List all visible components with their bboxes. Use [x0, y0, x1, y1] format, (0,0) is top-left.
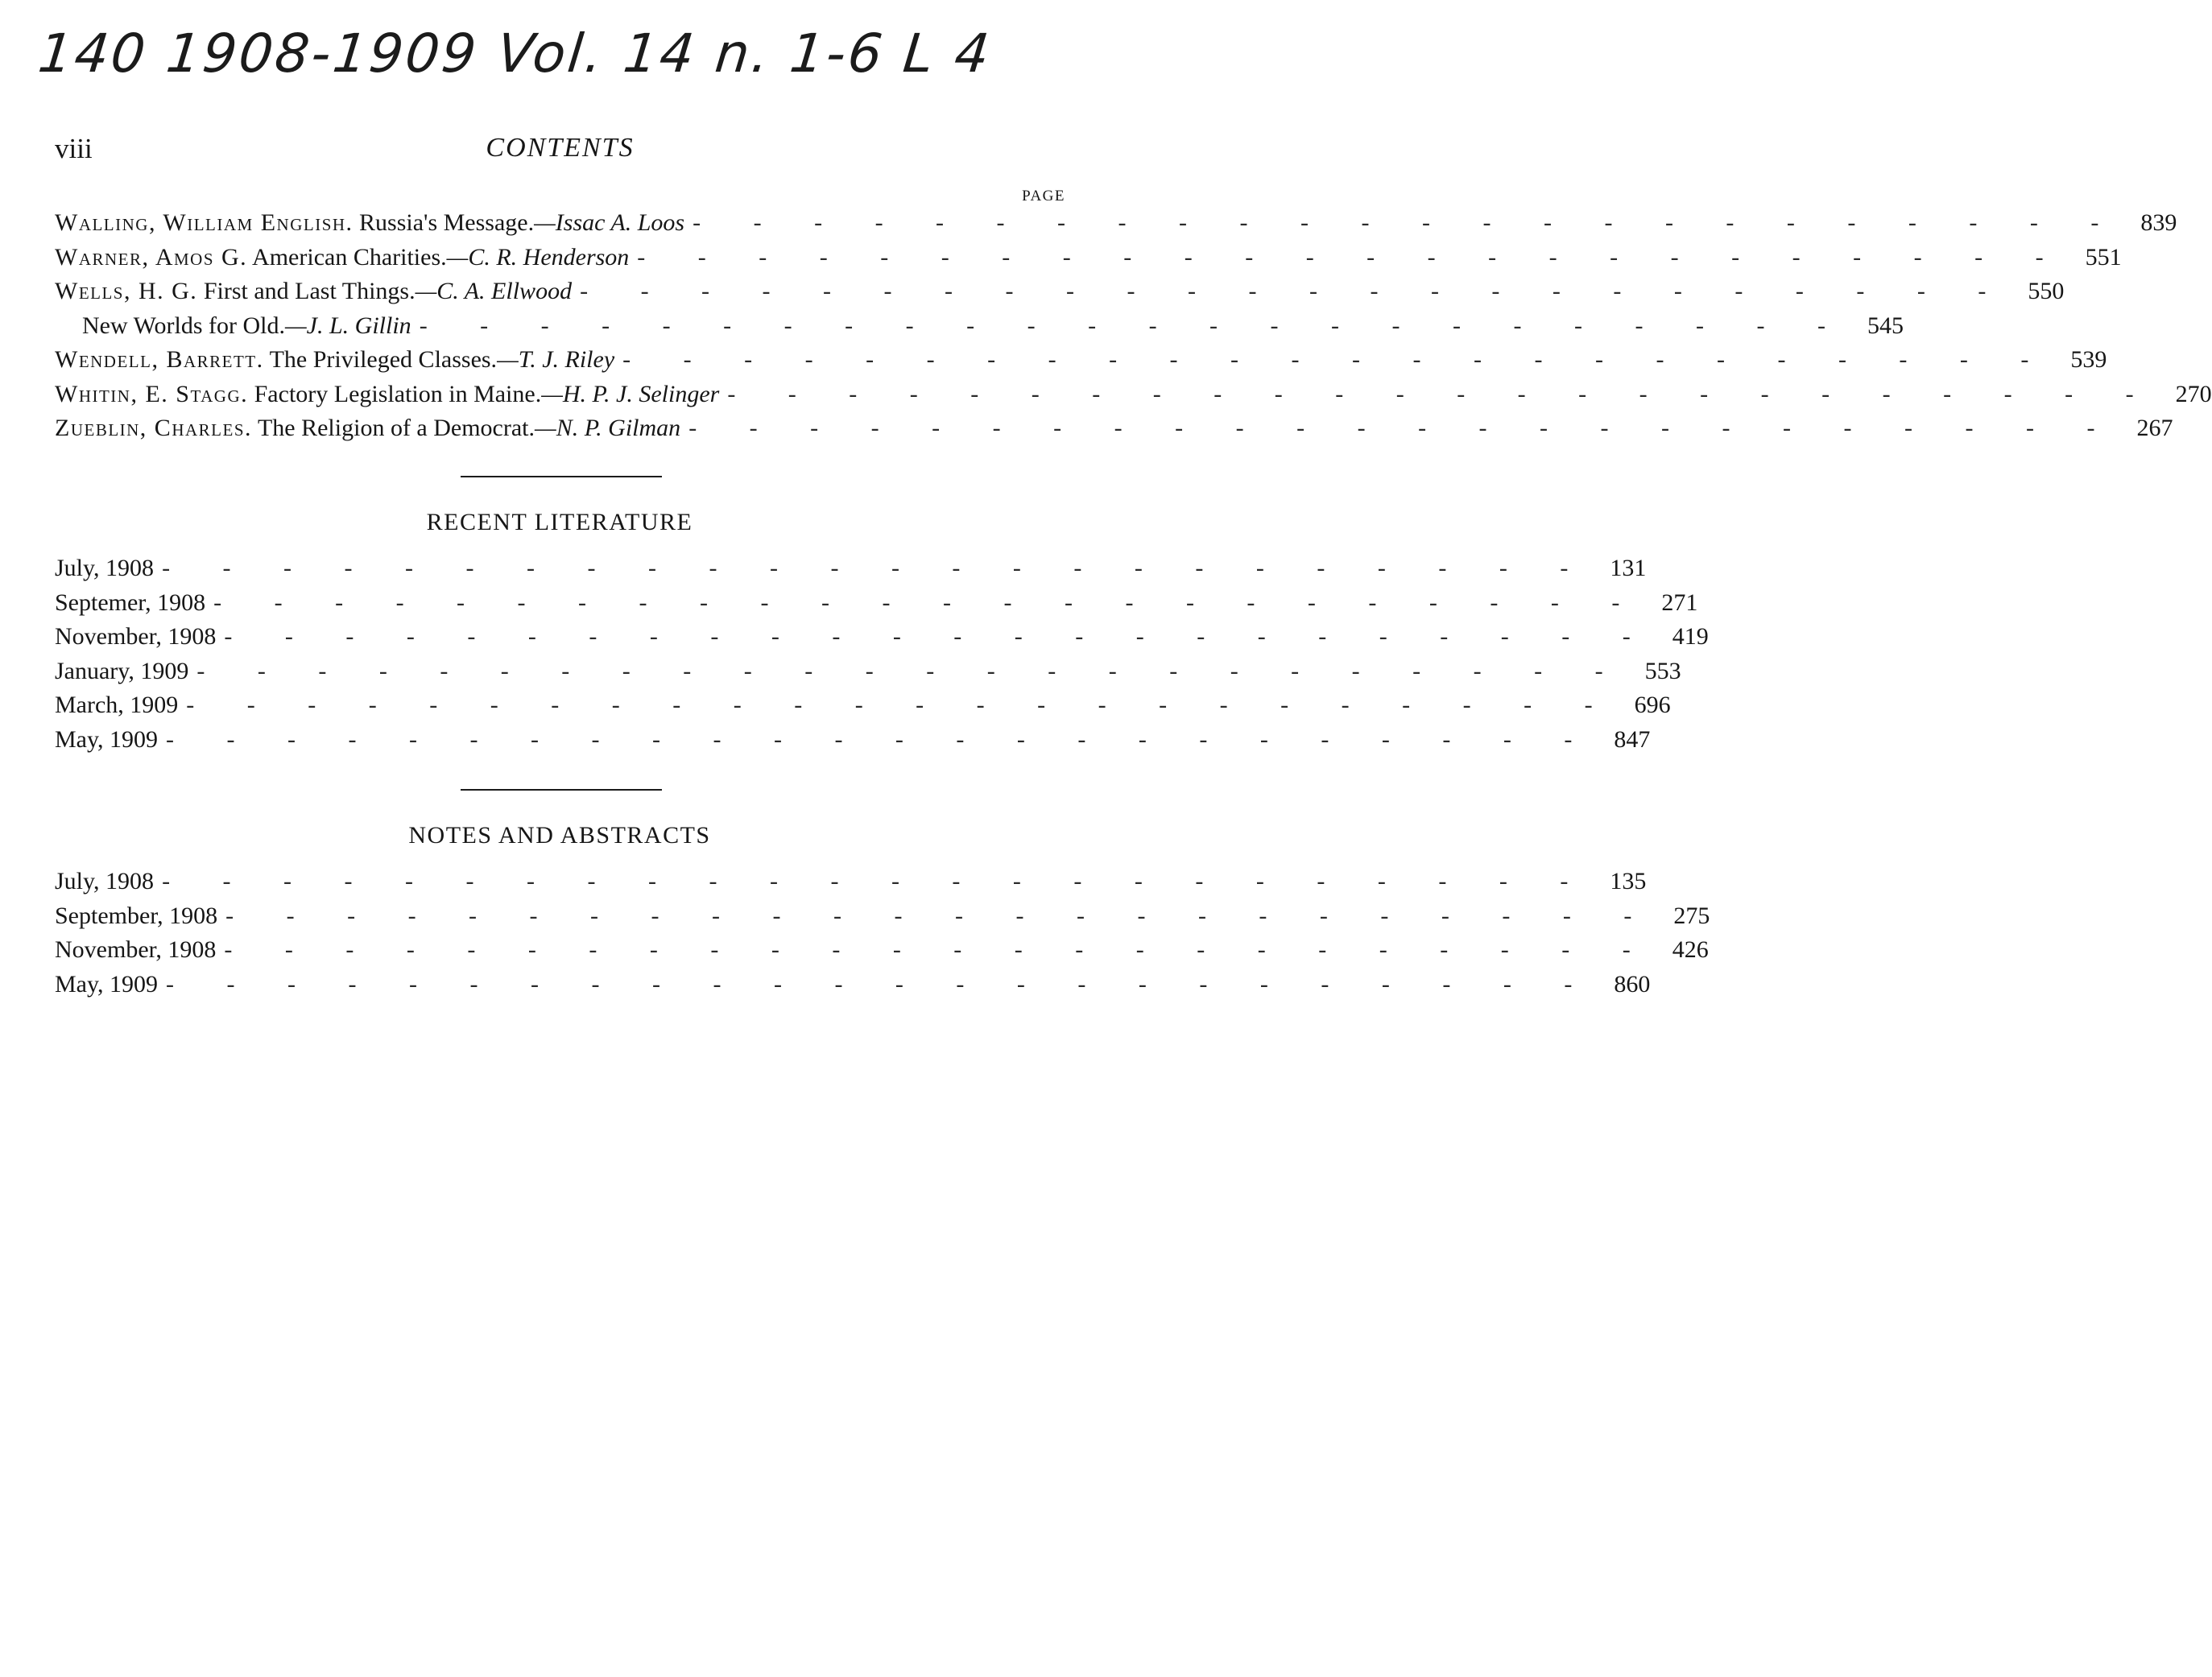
page-number: viii	[55, 133, 93, 164]
issue-row	[55, 723, 1651, 758]
dot-leader: - - - - - - - - - - - - - - - - - - - - - - - -	[637, 243, 2067, 271]
reviewer-name: —T. J. Riley	[497, 346, 615, 373]
dot-leader: - - - - - - - - - - - - - - - - - - - - - - - -	[622, 346, 2053, 373]
issue-date: May, 1909	[55, 970, 159, 998]
page-ref: 539	[2070, 346, 2107, 373]
dot-leader: - - - - - - - - - - - - - - - - - - - - - - - -	[688, 415, 2119, 441]
issue-date: November, 1908	[55, 623, 217, 650]
handwritten-catalog-note: 140 1908-1909 Vol. 14 n. 1-6 L 4	[35, 23, 994, 85]
issue-row	[55, 655, 1681, 689]
page-ref: 860	[1614, 970, 1651, 998]
author-name: Whitin, E. Stagg.	[55, 380, 249, 407]
dot-leader: - - - - - - - - - - - - - - - - - - - - - - - -	[162, 868, 1592, 894]
book-title: The Religion of a Democrat.	[257, 415, 535, 441]
contents-section	[55, 187, 2212, 446]
reviewer-name: —Issac A. Loos	[534, 209, 685, 236]
section-divider	[461, 476, 662, 477]
author-name: Warner, Amos G.	[55, 243, 248, 271]
dot-leader: - - - - - - - - - - - - - - - - - - - - - - - -	[213, 589, 1643, 616]
page-ref: 551	[2085, 243, 2122, 271]
reviewer-name: —N. P. Gilman	[535, 415, 681, 441]
contents-row	[55, 309, 1904, 344]
page-ref: 839	[2140, 209, 2177, 236]
page-title: CONTENTS	[486, 133, 635, 163]
page-ref: 135	[1610, 868, 1647, 894]
page-ref: 426	[1672, 936, 1709, 963]
reviewer-name: —C. A. Ellwood	[415, 278, 573, 304]
dot-leader: - - - - - - - - - - - - - - - - - - - - - - - -	[727, 380, 2157, 407]
page-ref: 553	[1644, 657, 1681, 684]
issue-date: July, 1908	[55, 868, 155, 894]
dot-leader: - - - - - - - - - - - - - - - - - - - - - - - -	[225, 902, 1656, 929]
page-ref: 271	[1661, 589, 1698, 616]
dot-leader: - - - - - - - - - - - - - - - - - - - - - - - -	[693, 209, 2123, 236]
author-name: Wendell, Barrett.	[55, 346, 264, 373]
dot-leader: - - - - - - - - - - - - - - - - - - - - - - - -	[166, 970, 1596, 998]
book-title: New Worlds for Old.	[82, 312, 285, 339]
issue-row	[55, 688, 1671, 723]
issue-date: January, 1909	[55, 657, 189, 684]
author-name: Zueblin, Charles.	[55, 415, 252, 441]
page-header	[55, 133, 1065, 173]
contents-row	[55, 343, 2107, 378]
dot-leader: - - - - - - - - - - - - - - - - - - - - - - - -	[580, 278, 2010, 304]
notes-and-abstracts-heading: NOTES AND ABSTRACTS	[408, 822, 711, 849]
issue-date: March, 1909	[55, 692, 179, 718]
book-title: Factory Legislation in Maine.	[254, 380, 542, 407]
dot-leader: - - - - - - - - - - - - - - - - - - - - - - - -	[186, 692, 1616, 718]
issue-date: Septemer, 1908	[55, 589, 206, 616]
dot-leader: - - - - - - - - - - - - - - - - - - - - - - - -	[419, 312, 1849, 339]
notes-and-abstracts-section	[55, 865, 1710, 1002]
author-name: Walling, William English.	[55, 209, 354, 236]
issue-row	[55, 865, 1647, 899]
issue-row	[55, 551, 1647, 586]
book-title: The Privileged Classes.	[269, 346, 498, 373]
reviewer-name: —J. L. Gillin	[285, 312, 411, 339]
section-divider	[461, 789, 662, 791]
issue-row	[55, 586, 1698, 621]
recent-literature-heading: RECENT LITERATURE	[426, 509, 693, 535]
book-title: American Charities.	[252, 243, 447, 271]
dot-leader: - - - - - - - - - - - - - - - - - - - - - - - -	[224, 936, 1654, 963]
page-ref: 847	[1614, 725, 1651, 753]
issue-row	[55, 933, 1709, 968]
page-ref: 131	[1610, 555, 1647, 581]
dot-leader: - - - - - - - - - - - - - - - - - - - - - - - -	[224, 623, 1654, 650]
book-title: First and Last Things.	[203, 278, 416, 304]
page-ref: 419	[1672, 623, 1709, 650]
issue-date: July, 1908	[55, 555, 155, 581]
page-ref: 550	[2028, 278, 2065, 304]
reviewer-name: —H. P. J. Selinger	[541, 380, 720, 407]
issue-row	[55, 899, 1710, 934]
dot-leader: - - - - - - - - - - - - - - - - - - - - - - - -	[166, 725, 1596, 753]
issue-row	[55, 620, 1709, 655]
page-ref: 545	[1867, 312, 1904, 339]
issue-date: November, 1908	[55, 936, 217, 963]
contents-row	[55, 275, 2065, 309]
book-title: Russia's Message.	[359, 209, 535, 236]
issue-date: May, 1909	[55, 725, 159, 753]
dot-leader: - - - - - - - - - - - - - - - - - - - - - - - -	[162, 555, 1592, 581]
contents-row	[55, 378, 2212, 412]
page-ref: 275	[1673, 902, 1710, 929]
issue-row	[55, 968, 1651, 1002]
dot-leader: - - - - - - - - - - - - - - - - - - - - - - - -	[196, 657, 1627, 684]
page-ref: 696	[1634, 692, 1671, 718]
reviewer-name: —C. R. Henderson	[446, 243, 630, 271]
author-name: Wells, H. G.	[55, 278, 198, 304]
page-ref: 267	[2136, 415, 2173, 441]
contents-row	[55, 206, 2177, 241]
page-column-label: PAGE	[1022, 188, 1065, 204]
contents-row	[55, 241, 2122, 275]
recent-literature-section	[55, 551, 1709, 757]
issue-date: September, 1908	[55, 902, 218, 929]
page-ref: 270	[2175, 380, 2212, 407]
contents-row	[55, 411, 2173, 446]
